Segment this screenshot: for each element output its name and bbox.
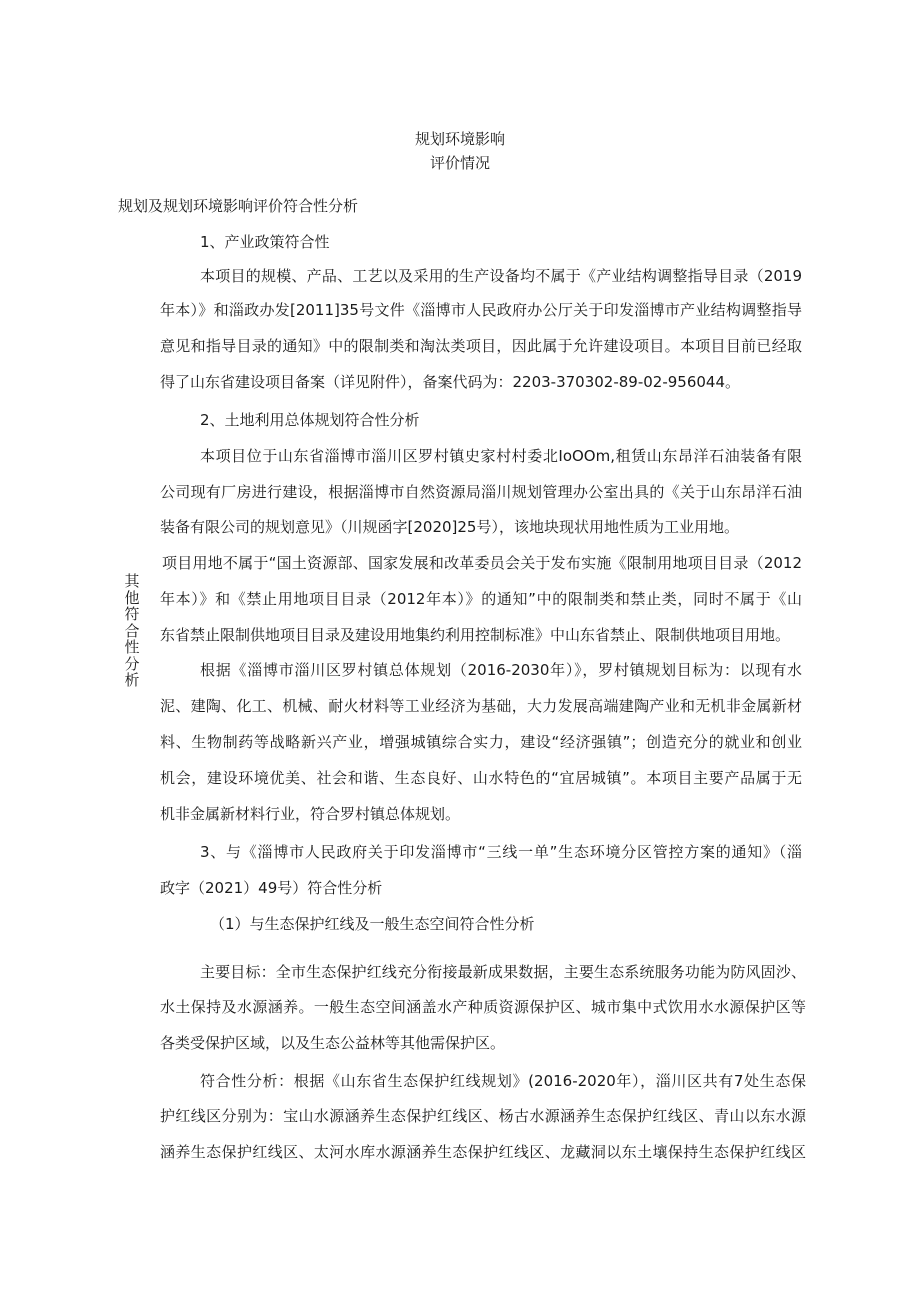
paragraph-line: 料、生物制药等战略新兴产业，增强城镇综合实力，建设“经济强镇”；创造充分的就业和创业 (160, 733, 802, 751)
paragraph-line: 各类受保护区域，以及生态公益林等其他需保护区。 (160, 1034, 506, 1052)
heading-three-lines: 3、与《淄博市人民政府关于印发淄博市“三线一单”生态环境分区管控方案的通知》（淄 (200, 843, 802, 861)
paragraph-line: 项目用地不属于“国土资源部、国家发展和改革委员会关于发布实施《限制用地项目目录（2012 (162, 554, 802, 572)
paragraph-line: 年本）》和淄政办发[2011]35号文件《淄博市人民政府办公厅关于印发淄博市产业结构调整指导 (160, 301, 802, 319)
paragraph-line: 泥、建陶、化工、机械、耐火材料等工业经济为基础，大力发展高端建陶产业和无机非金属新材 (160, 697, 802, 715)
paragraph-line: 护红线区分别为：宝山水源涵养生态保护红线区、杨古水源涵养生态保护红线区、青山以东水源 (160, 1107, 806, 1125)
paragraph-line: 公司现有厂房进行建设，根据淄博市自然资源局淄川规划管理办公室出具的《关于山东昂洋石油 (160, 483, 802, 501)
paragraph-line: 得了山东省建设项目备案（详见附件），备案代码为：2203-370302-89-02-956044。 (160, 373, 741, 391)
page-title-line1: 规划环境影响 (414, 130, 505, 148)
paragraph-line: 机非金属新材料行业，符合罗村镇总体规划。 (160, 805, 461, 823)
paragraph-line: 涵养生态保护红线区、太河水库水源涵养生态保护红线区、龙藏洞以东土壤保持生态保护红线区 (160, 1143, 806, 1161)
paragraph-line: 本项目的规模、产品、工艺以及采用的生产设备均不属于《产业结构调整指导目录（2019 (200, 267, 802, 285)
paragraph-line: 意见和指导目录的通知》中的限制类和淘汰类项目，因此属于允许建设项目。本项目目前已经取 (160, 337, 802, 355)
paragraph-line: 符合性分析：根据《山东省生态保护红线规划》(2016-2020年），淄川区共有7处生态保 (200, 1072, 806, 1090)
side-label: 其他符合性分析 (124, 572, 140, 689)
heading-industrial-policy: 1、产业政策符合性 (200, 233, 330, 251)
paragraph-line: 根据《淄博市淄川区罗村镇总体规划（2016-2030年）》，罗村镇规划目标为：以现有水 (200, 661, 802, 679)
subheading-ecological-redline: （1）与生态保护红线及一般生态空间符合性分析 (210, 915, 535, 933)
section-title: 规划及规划环境影响评价符合性分析 (118, 197, 359, 215)
paragraph-line: 年本）》和《禁止用地项目目录（2012年本）》的通知”中的限制类和禁止类，同时不属于《山 (160, 590, 802, 608)
page-title-line2: 评价情况 (429, 154, 490, 172)
heading-land-use: 2、土地利用总体规划符合性分析 (200, 411, 420, 429)
paragraph-line: 主要目标：全市生态保护红线充分衔接最新成果数据，主要生态系统服务功能为防风固沙、 (200, 963, 806, 981)
paragraph-line: 水土保持及水源涵养。一般生态空间涵盖水产种质资源保护区、城市集中式饮用水水源保护区等 (160, 998, 806, 1016)
paragraph-line: 本项目位于山东省淄博市淄川区罗村镇史家村村委北IoOOm,租赁山东昂洋石油装备有限 (200, 447, 802, 465)
paragraph-line: 机会，建设环境优美、社会和谐、生态良好、山水特色的“宜居城镇”。本项目主要产品属于无 (160, 769, 802, 787)
paragraph-line: 装备有限公司的规划意见》（川规函字[2020]25号），该地块现状用地性质为工业用地。 (160, 518, 739, 536)
paragraph-line: 东省禁止限制供地项目目录及建设用地集约利用控制标准》中山东省禁止、限制供地项目用地。 (160, 626, 791, 644)
paragraph-line: 政字（2021）49号）符合性分析 (160, 879, 383, 897)
